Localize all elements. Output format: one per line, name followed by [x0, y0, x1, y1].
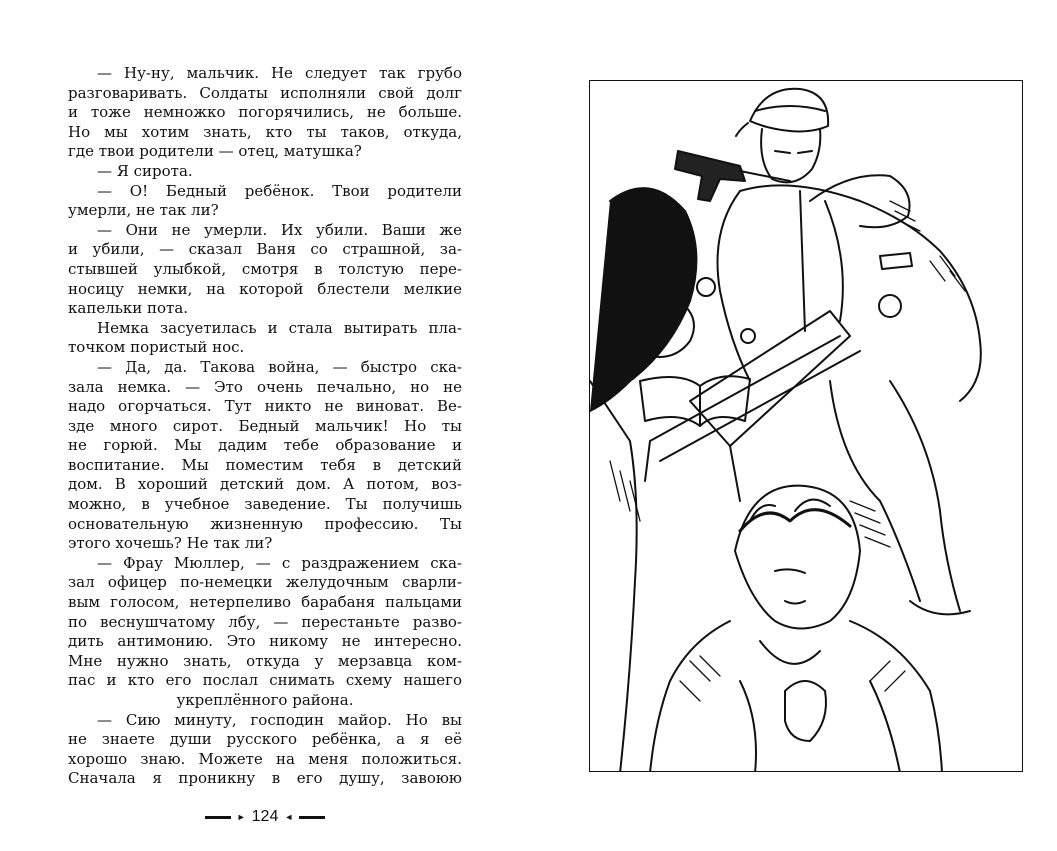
text-line: — Я сирота. — [97, 161, 193, 180]
text-line: вым голосом, нетерпеливо барабаня пальцами — [68, 593, 462, 612]
text-line: можно, в учебное заведение. Ты получишь — [68, 495, 462, 514]
text-line: зал офицер по-немецки желудочным сварли- — [68, 573, 462, 592]
text-line: разговаривать. Солдаты исполняли свой долг — [68, 83, 462, 102]
page-number-block — [200, 806, 330, 828]
text-line: хорошо знаю. Можете на меня положиться. — [68, 749, 462, 768]
text-line: носицу немки, на которой блестели мелкие — [68, 279, 462, 298]
text-line: основательную жизненную профессию. Ты — [68, 514, 462, 533]
text-line: Мне нужно знать, откуда у мерзавца ком- — [68, 651, 462, 670]
arrow-left-icon: ◄ — [284, 812, 294, 822]
text-column — [68, 64, 462, 789]
page-number: 124 — [251, 808, 279, 825]
text-line: и убили, — сказал Ваня со страшной, за- — [68, 240, 462, 259]
text-line: укреплённого района. — [176, 691, 354, 709]
text-line: зде много сирот. Бедный мальчик! Но ты — [68, 416, 462, 435]
page-number-rule-left — [205, 816, 231, 819]
text-line: Но мы хотим знать, кто ты таков, откуда, — [68, 122, 462, 141]
text-line: не знаете души русского ребёнка, а я её — [68, 730, 462, 749]
illustration-drawing — [590, 81, 1023, 772]
text-line: умерли, не так ли? — [68, 201, 219, 220]
text-line: дом. В хороший детский дом. А потом, воз- — [68, 475, 462, 494]
text-line: этого хочешь? Не так ли? — [68, 534, 273, 553]
text-line: и тоже немножко погорячились, не больше. — [68, 103, 462, 122]
text-line: Немка засуетилась и стала вытирать пла- — [97, 318, 462, 337]
text-line: пас и кто его послал снимать схему нашего — [68, 671, 462, 690]
text-line: где твои родители — отец, матушка? — [68, 142, 362, 161]
text-line: зала немка. — Это очень печально, но не — [68, 377, 462, 396]
text-line: стывшей улыбкой, смотря в толстую пере- — [68, 259, 462, 278]
text-line: капельки пота. — [68, 299, 189, 318]
text-line: — Они не умерли. Их убили. Ваши же — [97, 220, 462, 239]
illustration — [589, 80, 1023, 772]
text-line: — Сию минуту, господин майор. Но вы — [97, 710, 462, 729]
text-line: точком пористый нос. — [68, 338, 245, 357]
page-number-rule-right — [299, 816, 325, 819]
text-line: Сначала я проникну в его душу, завоюю — [68, 769, 462, 788]
text-line: по веснушчатому лбу, — перестаньте разво- — [68, 612, 462, 631]
text-line: — О! Бедный ребёнок. Твои родители — [97, 181, 462, 200]
text-line: дить антимонию. Это никому не интересно. — [68, 632, 462, 651]
arrow-right-icon: ► — [236, 812, 246, 822]
text-line: — Фрау Мюллер, — с раздражением ска- — [97, 553, 462, 572]
text-line: надо огорчаться. Тут никто не виноват. Ве- — [68, 397, 462, 416]
text-line: — Ну-ну, мальчик. Не следует так грубо — [97, 64, 462, 82]
text-line: воспитание. Мы поместим тебя в детский — [68, 455, 462, 474]
text-line: — Да, да. Такова война, — быстро ска- — [97, 357, 462, 376]
text-line: не горюй. Мы дадим тебе образование и — [68, 436, 462, 455]
